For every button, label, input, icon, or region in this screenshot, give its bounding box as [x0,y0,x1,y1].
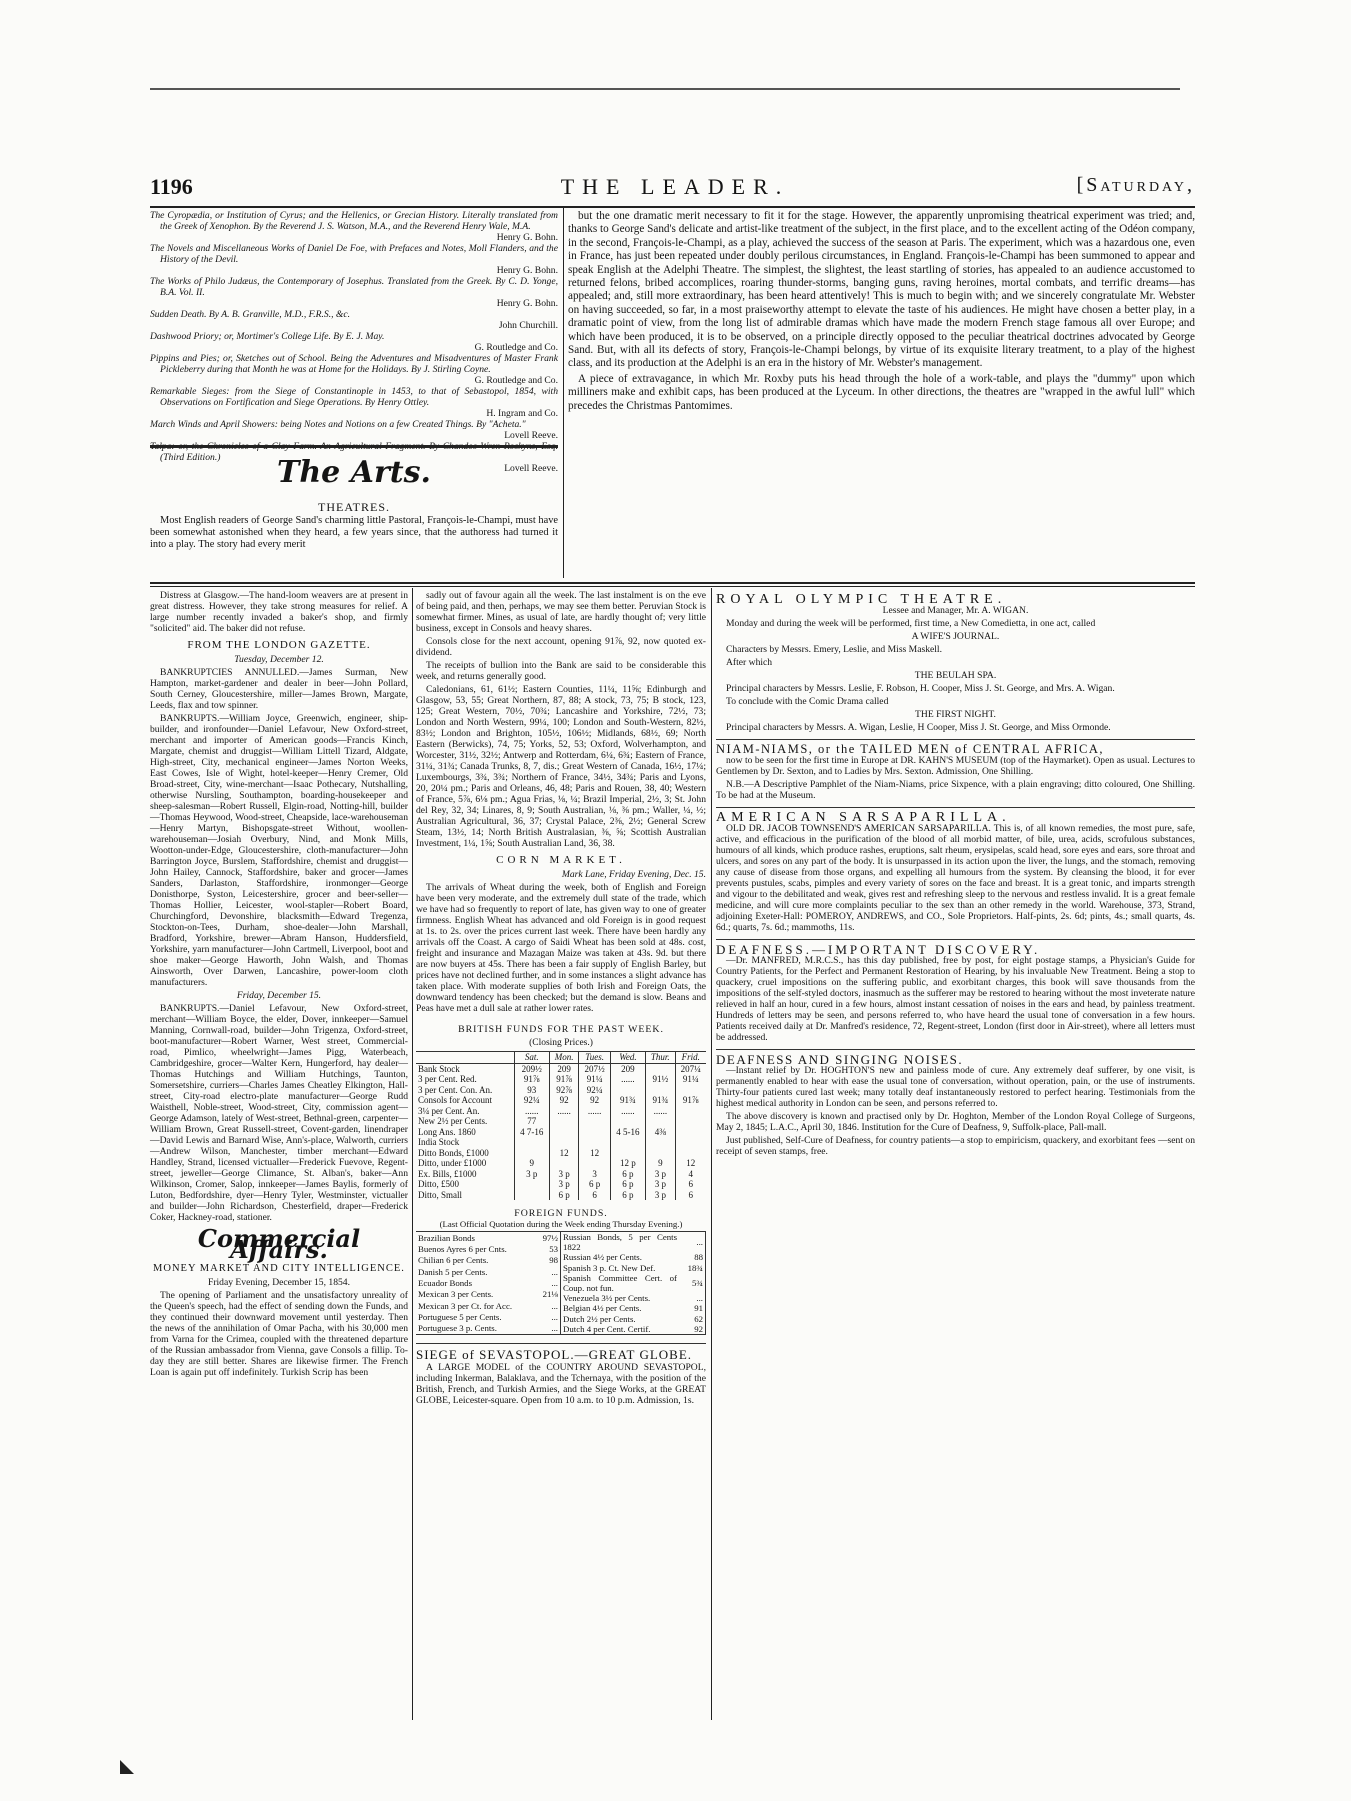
funds-price: 3 p [549,1169,579,1180]
book-title: Dashwood Priory; or, Mortimer's College Life. By E. J. May. [150,331,385,342]
book-publisher: G. Routledge and Co. [474,375,558,386]
foreign-fund-row [416,1277,561,1288]
foreign-fund-price: 53 [534,1243,561,1254]
foreign-fund-row [416,1232,561,1243]
funds-price [579,1137,610,1148]
foreign-fund-row [416,1311,561,1322]
section-rule-1 [150,582,1195,584]
funds-price: 3 p [646,1179,676,1190]
foreign-fund-name: Spanish Committee Cert. of Coup. not fun. [563,1272,677,1294]
funds-column-header: Thur. [646,1052,676,1064]
funds-price: 3 p [646,1169,676,1180]
funds-price [514,1190,549,1201]
book-title: March Winds and April Showers: being Notes and Notions on a few Created Things. By "Acheta." [150,419,526,430]
foreign-fund-price: ... [534,1323,561,1334]
funds-price: 9 [514,1158,549,1169]
foreign-fund-price: ... [534,1277,561,1288]
funds-price: 4 [675,1169,706,1180]
book-entry [150,276,558,309]
funds-price [579,1158,610,1169]
royal-olympic-heading: ROYAL OLYMPIC THEATRE. [716,592,1007,607]
masthead-title: THE LEADER. [560,174,790,199]
book-publisher: H. Ingram and Co. [486,408,558,419]
funds-price [610,1148,645,1159]
funds-row [416,1179,706,1190]
foreign-fund-name: Dutch 4 per Cent. Certif. [563,1323,651,1334]
funds-stock-name: 3 per Cent. Red. [418,1074,477,1084]
funds-price: 12 [675,1158,706,1169]
foreign-fund-row [416,1289,561,1300]
funds-price: 6 p [610,1179,645,1190]
funds-price [610,1085,645,1096]
british-funds-subheading: (Closing Prices.) [529,1038,593,1048]
foreign-funds-table [416,1231,706,1335]
foreign-fund-name: Chilian 6 per Cents. [418,1255,489,1266]
book-entry [150,419,558,441]
funds-price [514,1179,549,1190]
money-market-date: Friday Evening, December 15, 1854. [207,1277,350,1288]
funds-price [549,1127,579,1138]
funds-price [610,1116,645,1127]
funds-price: 6 p [549,1190,579,1201]
foreign-fund-row [561,1303,706,1313]
foreign-fund-price: 88 [679,1252,706,1262]
foreign-fund-price: 92 [679,1324,706,1334]
book-publisher: Henry G. Bohn. [496,265,558,276]
funds-price [646,1085,676,1096]
funds-price: ...... [610,1074,645,1085]
foreign-fund-name: Portuguese 5 per Cents. [418,1311,502,1322]
funds-price: 6 p [610,1169,645,1180]
funds-price: 4 7-16 [514,1127,549,1138]
book-title: The Works of Philo Judæus, the Contemporary of Josephus. Translated from the Greek. By C. D. Yonge, B.A. Vol. II. [150,276,558,298]
money-market-heading: MONEY MARKET AND CITY INTELLIGENCE. [153,1263,405,1274]
funds-row [416,1085,706,1096]
funds-stock-name: Ditto, Small [418,1189,463,1200]
funds-stock-name: New 2½ per Cents. [418,1116,488,1126]
corner-mark [120,1760,134,1774]
funds-column-header: Frid. [675,1052,706,1064]
funds-stock-name: India Stock [418,1137,460,1147]
funds-stock-name: Ex. Bills, £1000 [418,1168,477,1179]
funds-price: 91½ [646,1074,676,1085]
funds-price: 3 p [549,1179,579,1190]
book-entry [150,210,558,243]
funds-price [675,1127,706,1138]
funds-row [416,1190,706,1201]
funds-price [675,1085,706,1096]
foreign-fund-price: 21⅛ [534,1289,561,1300]
foreign-fund-name: Ecuador Bonds [418,1277,472,1288]
funds-price [579,1116,610,1127]
funds-price [549,1116,579,1127]
funds-stock-name: Ditto Bonds, £1000 [418,1147,489,1158]
foreign-fund-price: 62 [679,1314,706,1324]
funds-price [646,1137,676,1148]
book-publisher: G. Routledge and Co. [474,342,558,353]
funds-price: 4 5-16 [610,1127,645,1138]
foreign-fund-row [416,1300,561,1311]
funds-row [416,1063,706,1074]
foreign-fund-row [416,1266,561,1277]
column-3: ROYAL OLYMPIC THEATRE. Lessee and Manager, Mr. A. WIGAN. Monday and during the week will be performed, first time, a New Comedietta, in one act, called A WIFE'S JOURNAL. Characters by Messrs. Emery, Leslie, and Miss Maskell. After which THE BEULAH SPA. Principal characters by Messrs. Leslie, F. Robson, H. Cooper, Miss J. St. George, and Mrs. A. Wigan. To conclude with the Comic Drama called THE FIRST NIGHT. Principal characters by Messrs. A. Wigan, Leslie, H Cooper, Miss J. St. George, and Miss Ormonde. NIAM-NIAMS, or the TAILED MEN of CENTRAL AFRICA, now to be seen for the first time in Europe at DR. KAHN'S MUSEUM (top of the Haymarket). Open as usual. Lectures to Gentlemen by Dr. Sexton, and to Ladies by Mrs. Sexton. Admission, One Shilling. N.B.—A Descriptive Pamphlet of the Niam-Niams, price Sixpence, with a plain engraving; ditto coloured, One Shilling. To be had at the Museum. AMERICAN SARSAPARILLA. OLD DR. JACOB TOWNSEND'S AMERICAN SARSAPARILLA. This is, of all known remedies, the most pure, safe, active, and efficacious in the purification of the blood of all morbid matter, of bile, urea, acids, scrofulous substances, humours of all kinds, which produce rashes, eruptions, salt rheum, erysipelas, scald head, sore eyes and ears, sore throat and ulcers, and sores on any part of the body. It is unsurpassed in its action upon the liver, the lungs, and the stomach, removing any cause of disease from those organs, and expelling all humours from the system. By cleansing the blood, it for ever prevents pustules, scabs, pimples and every variety of sores on the face and breast. It is a great tonic, and imparts strength and vigour to the debilitated and weak, gives rest and refreshing sleep to the nervous and restless invalid. It is a great female medicine, and will cure more complaints peculiar to the sex than an other remedy in the world. Warehouse, 373, Strand, adjoining Exeter-Hall: POMEROY, ANDREWS, and CO., Sole Proprietors. Half-pints, 2s. 6d; pints, 4s.; small quarts, 4s. 6d.; quarts, 7s. 6d.; mammoths, 11s. DEAFNESS.—IMPORTANT DISCOVERY. —Dr. MANFRED, M.R.C.S., has this day published, free by post, for eight postage stamps, a Physician's Guide for Country Patients, for the Perfect and Permanent Restoration of Hearing, by his invaluable New Treatment. Being a stop to quackery, cruel impositions on the suffering public, and exorbitant charges, this book will save thousands from the impositions of the self-styled doctors, inasmuch as the sufferer may be restored to hearing without the most inveterate nature relieved in half an hour, cured in a few hours, almost instant cessation of noises in the ears and head, by painless treatment. Hundreds of letters may be seen, and persons referred to, who have heard the usual tone of conversation in a few hours. Patients received daily at Dr. Manfred's residence, 72, Regent-street, London (first door in Air-street), where all letters must be addressed. DEAFNESS AND SINGING NOISES. —Instant relief by Dr. HOGHTON'S new and painless mode of cure. Any extremely deaf sufferer, by one visit, is permanently enabled to hear with ease the usual tone of conversation, without operation, pain, or the use of instruments. Thirty-four patients cured last week; many totally deaf instantaneously restored to perfect hearing. Testimonials from the highest medical authority in London can be seen, and persons referred to. The above discovery is known and practised only by Dr. Hoghton, Member of the London Royal College of Surgeons, May 2, 1845; L.A.C., April 30, 1846. Institution for the Cure of Deafness, 9, Suffolk-place, Pall-mall. Just published, Self-Cure of Deafness, for country patients—a stop to empiricism, quackery, and exorbitant fees —sent on receipt of seven stamps, free. [716,592,1195,1157]
funds-row [416,1127,706,1138]
funds-price [646,1148,676,1159]
book-publisher: Henry G. Bohn. [496,232,558,243]
funds-price: 92¼ [579,1085,610,1096]
foreign-fund-name: Dutch 2½ per Cents. [563,1313,636,1324]
foreign-fund-price: ... [534,1266,561,1277]
foreign-fund-row [561,1314,706,1324]
column-divider-2 [711,588,712,1720]
funds-price [675,1148,706,1159]
funds-price: 12 [549,1148,579,1159]
arts-left-text: Most English readers of George Sand's charming little Pastoral, François-le-Champi, must have been somewhat astonished when they heard, a few years since, that the authoress had turned it into a play. The story had every merit [150,515,558,551]
sarsaparilla-heading: AMERICAN SARSAPARILLA. [716,810,1011,825]
book-title: Remarkable Sieges: from the Siege of Constantinople in 1453, to that of Sebastopol, 1854, with Observations on Fortification and Siege Operations. By Henry Ottley. [150,386,558,408]
funds-price: ...... [579,1106,610,1117]
funds-row [416,1169,706,1180]
book-entry [150,353,558,386]
funds-price [675,1106,706,1117]
foreign-fund-price: ... [534,1300,561,1311]
book-title: Sudden Death. By A. B. Granville, M.D., F.R.S., &c. [150,309,351,320]
funds-price: 207¼ [675,1063,706,1074]
funds-price: 91¼ [579,1074,610,1085]
funds-price: 77 [514,1116,549,1127]
funds-price [610,1137,645,1148]
book-entry [150,243,558,276]
foreign-fund-row [561,1273,706,1293]
funds-price: 3 p [646,1190,676,1201]
funds-price: 6 [675,1190,706,1201]
corn-market-date: Mark Lane, Friday Evening, Dec. 15. [561,869,706,880]
foreign-fund-price: ... [534,1311,561,1322]
foreign-fund-name: Russian 4½ per Cents. [563,1252,642,1263]
funds-price: 91¼ [675,1074,706,1085]
book-entry [150,331,558,353]
funds-row [416,1148,706,1159]
funds-stock-name: 3¼ per Cent. An. [418,1105,480,1116]
foreign-fund-price: ... [679,1293,706,1303]
foreign-fund-row [561,1293,706,1303]
foreign-fund-name: Brazilian Bonds [418,1232,475,1243]
book-publisher: Lovell Reeve. [504,463,558,474]
funds-price: 209 [549,1063,579,1074]
funds-price [579,1127,610,1138]
funds-stock-name: Long Ans. 1860 [418,1126,476,1137]
page-header [150,174,1195,204]
foreign-fund-name: Spanish 3 p. Ct. New Def. [563,1262,656,1273]
page-number: 1196 [150,174,193,199]
funds-price: ...... [549,1106,579,1117]
foreign-fund-price: ... [679,1232,706,1252]
deafness-noises-heading: DEAFNESS AND SINGING NOISES. [716,1052,964,1067]
funds-row [416,1074,706,1085]
funds-column-header: Wed. [610,1052,645,1064]
funds-price: 6 p [579,1179,610,1190]
foreign-fund-price: 97½ [534,1232,561,1243]
gazette-date-1: Tuesday, December 12. [234,654,324,665]
column-1: Distress at Glasgow.—The hand-loom weavers are at present in great distress. However, they take strong measures for relief. A large number recently invaded a baker's shop, and firmly "solicited" aid. The baker did not refuse. FROM THE LONDON GAZETTE. Tuesday, December 12. BANKRUPTCIES ANNULLED.—James Surman, New Hampton, market-gardener and dealer in beer—John Pollard, South Cerney, Gloucestershire, miller—James Brown, Margate, Leeds, flax and tow spinner. BANKRUPTS.—William Joyce, Greenwich, engineer, ship-builder, and ironfounder—Daniel Lefavour, New Oxford-street, merchant and importer of American goods—Francis Kinch, Margate, chemist and druggist—William Littell Tizard, Aldgate, High-street, City, mechanical engineer—James Norton Weeks, East Cowes, Isle of Wight, hotel-keeper—Henry Cremer, Old Broad-street, City, wine-merchant—Isaac Pothecary, Nutshalling, otherwise Nursling, Southampton, boarding-housekeeper and sheep-salesman—Robert Russell, Elgin-road, Notting-hill, builder—Thomas Heywood, Wood-street, Cheapside, lace-warehouseman—Henry Martyn, Bishopsgate-street Without, woollen-warehouseman—Josiah Overbury, Nind, and Monk Mills, Wootton-under-Edge, Gloucestershire, cloth-manufacturer—John Barrington Joyce, Burslem, Staffordshire, chemist and druggist—John Hailey, Cannock, Staffordshire, baker and grocer—James Sanders, Darlaston, Staffordshire, ironmonger—George Donisthorpe, Syston, Leicestershire, grocer and beer-seller—Thomas Hollier, Leicester, wool-stapler—Robert Board, Churchingford, Devonshire, blacksmith—Edward Tregenza, Stockton-on-Tees, Durham, shoe-dealer—John Marshall, Bradford, Yorkshire, brewer—Abram Hanson, Huddersfield, Yorkshire, yarn manufacturer—John Cartmell, Liverpool, boot and shoe maker—George Haworth, John Walsh, and Thomas Ainsworth, Over Darwen, Lancashire, power-loom cloth manufacturers. Friday, December 15. BANKRUPTS.—Daniel Lefavour, New Oxford-street, merchant—William Boyce, the elder, Dover, innkeeper—Samuel Manning, Cornwall-road, builder—John Trigenza, Oxford-street, boot-manufacturer—Robert Warner, West street, Commercial-road, Pimlico, wheelwright—James Pigg, Waterbeach, Cambridgeshire, grocer—Walter Kern, Hungerford, hay dealer—Thomas Hutchings and William Hutchings, Taunton, Somersetshire, curriers—Charles James Cheatley Elkington, Hall-street, City-road electro-plate manufacturer—George Rudd Waisthell, Noble-street, Wood-street, City, commission agent—George Adamson, lately of West-street, Bethnal-green, carpenter—William Brown, Great Russell-street, Covent-garden, linendraper—David Lewis and Barnard Wise, Ann's-place, Walworth, curriers—Andrew Wilson, Manchester, timber merchant—Edward Handley, Strand, licensed victualler—Frederick Fuevove, Regent-street, jeweller—George Climance, St. Alban's, baker—Ann Wilkinson, Cromer, Salop, innkeeper—James Baylis, formerly of Luton, Bedfordshire, dyer—Henry Tyler, Westminster, victualler and builder—John Richardson, Chesterfield, draper—Frederick Coker, Hackney-road, stationer. Commercial Affairs. MONEY MARKET AND CITY INTELLIGENCE. Friday Evening, December 15, 1854. The opening of Parliament and the unsatisfactory unreality of the Queen's speech, had the effect of sending down the Funds, and they continued their downward movement until yesterday. Then the news of the annihilation of Omar Pacha, with his 30,000 men from Varna for the Crimea, coupled with the threatened departure of the Russian ambassador from Vienna, gave Consols a fillip. To-day they are still better. Shares are likewise firmer. The French Loan is again put off indefinitely. Turkish Scrip has been [150,590,408,1378]
book-list-rule [150,445,558,448]
funds-price: 9 [646,1158,676,1169]
gazette-heading: FROM THE LONDON GAZETTE. [187,639,371,651]
funds-price: ...... [514,1106,549,1117]
funds-price: 3 p [514,1169,549,1180]
funds-stock-name: Ditto, £500 [418,1179,460,1189]
funds-price: ...... [646,1106,676,1117]
siege-heading: SIEGE of SEVASTOPOL.—GREAT GLOBE. [416,1347,693,1363]
funds-price [549,1137,579,1148]
foreign-funds-subheading: (Last Official Quotation during the Week ending Thursday Evening.) [439,1219,683,1229]
funds-price: ...... [610,1106,645,1117]
column-2: sadly out of favour again all the week. The last instalment is on the eve of being paid, and then, perhaps, we may see them better. Peruvian Stock is somewhat firmer. Mines, as usual of late, are hardly thought of; very little business, except in Consols and heavy shares. Consols close for the next account, opening 91⅞, 92, now quoted ex-dividend. The receipts of bullion into the Bank are said to be considerable this week, and returns generally good. Caledonians, 61, 61½; Eastern Counties, 11¼, 11⅝; Edinburgh and Glasgow, 53, 55; Great Northern, 87, 88; A stock, 73, 75; B stock, 123, 125; Great Western, 70½, 70¾; Lancashire and Yorkshire, 72½, 73; London and North Western, 99¼, 100; London and South-Western, 82½, 83½; London and Brighton, 105½, 106½; Midlands, 68½, 69; North Eastern (Berwicks), 74, 75; Yorks, 52, 53; Oxford, Wolverhampton, and Worcester, 31½, 32½; Antwerp and Rotterdam, 6¼, 6¾; Eastern of France, 31¼, 31¾; Canada Trunks, 8, 7, dis.; Great Western of Canada, 16½, 17¼; Luxembourgs, 3¾, 3¾; Northern of France, 34½, 34¾; Paris and Lyons, 20, 20¼ pm.; Paris and Orleans, 46, 48; Paris and Rouen, 38, 40; Western of France, 5⅞, 6⅛ pm.; Agua Frias, ⅛, ¼; Brazil Imperial, 2½, 3; St. John del Rey, 32, 34; Linares, 8, 9; South Australian, ⅛, ⅜ pm.; Waller, ¼, ½; Australian Agricultural, 36, 37; Crystal Palace, 2⅜, 2½; General Screw Steam, 13½, 14; North British Australasian, ⅜, ⅝; Scottish Australian Investment, 1¼, 1⅝; South Australian Land, 36, 38. CORN MARKET. Mark Lane, Friday Evening, Dec. 15. The arrivals of Wheat during the week, both of English and Foreign have been very moderate, and the extremely dull state of the trade, which we have had so frequently to report of late, has given way to one of greater firmness. English Wheat has advanced and old Foreign is in good request at 1s. to 2s. over the prices current last week. There have been hardly any arrivals off the Coast. A cargo of Saidi Wheat has been sold at 48s. cost, freight and insurance and Mazagan Maize was taken at 43s. 9d. but there are now buyers at 45s. There has been a fair supply of English Barley, but prices have not declined further, and in some instances a slight advance has taken place. With moderate supplies of both Irish and Foreign Oats, the downward tendency has been checked; but the demand is slow. Beans and Peas have met a dull sale at rather lower rates. BRITISH FUNDS FOR THE PAST WEEK. (Closing Prices.) Sat. Mon. Tues. Wed. Thur. Frid. Bank Stock 209½ 209 207½ 209 207¼ 3 per Cent. Red. 91⅞ 91⅞ 91¼ ...... 91½ 91¼ 3 per Cent. Con. An. 93 92⅞ 92¼ Consols for Account 92¼ 92 92 91¾ 91¾ 91⅞ 3¼ per Cent. An. ...... ...... ...... ...... ...... New 2½ per Cents. 77 Long Ans. 1860 4 7-16 4 5-16 4⅜ India Stock Ditto Bonds, £1000 12 12 Ditto, under £1000 9 12 p 9 12 Ex. Bills, £1000 3 p 3 p 3 6 p 3 p 4 Ditto, £500 3 p 6 p 6 p 3 p 6 Ditto, Small 6 p 6 6 p 3 p 6 FOREIGN FUNDS. (Last Official Quotation during the Week ending Thursday Evening.) Brazilian Bonds 97½ Buenos Ayres 6 per Cnts. 53 Chilian 6 per Cents. 98 Danish 5 per Cents. ... Ecuador Bonds ... Mexican 3 per Cents. 21⅛ Mexican 3 per Ct. for Acc. ... Portuguese 5 per Cents. ... Portuguese 3 p. Cents. ... Russian Bonds, 5 per Cents 1822 ... Russian 4½ per Cents. 88 Spanish 3 p. Ct. New Def. 18¾ Spanish Committee Cert. of Coup. not fun. 5¾ Venezuela 3½ per Cents. ... Belgian 4½ per Cents. 91 Dutch 2½ per Cents. 62 Dutch 4 per Cent. Certif. 92 SIEGE of SEVASTOPOL.—GREAT GLOBE. A LARGE MODEL of the COUNTRY AROUND SEVASTOPOL, including Inkerman, Balaklava, and the Tchernaya, with the position of the British, French, and Turkish Armies, and the Siege Works, at the GREAT GLOBE, Leicester-square. Open from 10 a.m. to 10 p.m. Admission, 1s. [416,590,706,1407]
funds-price [514,1137,549,1148]
funds-price: 91⅞ [675,1095,706,1106]
foreign-fund-name: Buenos Ayres 6 per Cnts. [418,1243,507,1254]
british-funds-heading: BRITISH FUNDS FOR THE PAST WEEK. [458,1024,664,1035]
funds-price: 92 [579,1095,610,1106]
book-title: The Cyropædia, or Institution of Cyrus; and the Hellenics, or Grecian History. Literally translated from the Greek of Xenophon. By the Reverend J. S. Watson, M.A., and the Reverend Henry Wale, M.A. [150,210,558,232]
british-funds-table [416,1051,706,1200]
funds-price [514,1148,549,1159]
arts-right-text: but the one dramatic merit necessary to fit it for the stage. However, the apparently unpromising theatrical experiment was tried; and, thanks to George Sand's delicate and artist-like treatment of the subject, in the first place, and to the excellent acting of the Odéon company, in the second, François-le-Champi, as a play, achieved the success of the season at Paris. The experiment, which was a hazardous one, even in France, has just been repeated under doubly perilous circumstances, in England. François-le-Champi has been summoned to appear and speak English at the Adelphi Theatre. The simplest, the slightest, the least startling of stories, has appealed to an audience accustomed to returned felons, bribed accomplices, roaring thunder-storms, banging guns, raving heroines, mortal combats, and terrific dreams—has appealed; and, still more extraordinary, has been heard attentively! This is much to begin with; and we sincerely congratulate Mr. Webster on having succeeded, so far, in a most praiseworthy attempt to elevate the taste of his audiences. He might have chosen a better play, in a dramatic point of view, from the long list of admirable dramas which have made the modern French stage famous all over Europe; and which have been produced, it is to be observed, on a principle directly opposed to the peculiar theatrical doctrines advocated by George Sand. But, with all its defects of story, François-le-Champi belongs, by virtue of its exquisite literary treatment, to a play of the highest class, and its production at the Adelphi is an era in the history of Mr. Webster's management. A piece of extravagance, in which Mr. Roxby puts his head through the hole of a work-table, and plays the "dummy" upon which milliners make and exhibit caps, has been produced at the Lyceum. In other directions, the theatres are "wrapped in the awful lull" which precedes the Christmas Pantomimes. [568,210,1195,412]
funds-price: 207½ [579,1063,610,1074]
foreign-fund-price: 18¾ [679,1263,706,1273]
funds-price: 92⅞ [549,1085,579,1096]
foreign-fund-name: Danish 5 per Cents. [418,1266,488,1277]
funds-column-header: Sat. [514,1052,549,1064]
foreign-fund-name: Venezuela 3½ per Cents. [563,1293,651,1304]
funds-row [416,1095,706,1106]
funds-price: 91¾ [610,1095,645,1106]
arts-heading: The Arts. [277,455,431,490]
foreign-fund-name: Portuguese 3 p. Cents. [418,1323,497,1334]
foreign-fund-name: Mexican 3 per Cents. [418,1289,494,1300]
foreign-fund-row [561,1252,706,1262]
funds-price: 4⅜ [646,1127,676,1138]
foreign-fund-row [561,1232,706,1252]
book-publisher: Henry G. Bohn. [496,298,558,309]
book-title: The Novels and Miscellaneous Works of Daniel De Foe, with Prefaces and Notes, Moll Flanders, and the History of the Devil. [150,243,558,265]
foreign-funds-heading: FOREIGN FUNDS. [514,1208,608,1219]
funds-price: 6 [675,1179,706,1190]
funds-price: 209½ [514,1063,549,1074]
funds-price [675,1116,706,1127]
funds-price [549,1158,579,1169]
funds-price: 6 [579,1190,610,1201]
funds-price: 91⅞ [514,1074,549,1085]
funds-price: 92¼ [514,1095,549,1106]
column-divider-1 [412,588,413,1720]
corn-market-heading: CORN MARKET. [496,854,626,866]
foreign-fund-name: Russian Bonds, 5 per Cents 1822 [563,1232,677,1253]
funds-row [416,1137,706,1148]
funds-column-header: Mon. [549,1052,579,1064]
funds-stock-name: Consols for Account [418,1095,492,1105]
funds-stock-name: 3 per Cent. Con. An. [418,1084,493,1095]
funds-price: 209 [610,1063,645,1074]
theatres-heading: THEATRES. [318,500,390,514]
funds-price [646,1063,676,1074]
header-rule [150,206,1195,208]
funds-stock-name: Ditto, under £1000 [418,1158,487,1168]
commercial-heading: Commercial Affairs. [197,1224,361,1264]
funds-price: 6 p [610,1190,645,1201]
funds-price: 93 [514,1085,549,1096]
foreign-fund-row [416,1255,561,1266]
deafness-discovery-heading: DEAFNESS.—IMPORTANT DISCOVERY. [716,942,1041,957]
book-title: Pippins and Pies; or, Sketches out of School. Being the Adventures and Misadventures of Master Frank Pickleberry during that Month he was at Home for the Holidays. By J. Stirling Coyne. [150,353,558,375]
book-title: (Third Edition.) [160,452,221,463]
funds-price: 91⅞ [549,1074,579,1085]
book-entry [150,309,558,331]
top-rule [150,88,1180,90]
book-publisher: John Churchill. [498,320,558,331]
foreign-fund-row [561,1263,706,1273]
top-column-divider [563,208,564,578]
foreign-fund-row [416,1323,561,1334]
foreign-fund-price: 91 [679,1303,706,1313]
funds-row [416,1158,706,1169]
funds-row [416,1106,706,1117]
foreign-fund-name: Mexican 3 per Ct. for Acc. [418,1300,513,1311]
funds-column-header [416,1052,514,1064]
funds-price: 12 p [610,1158,645,1169]
niam-niams-heading: NIAM-NIAMS, or the TAILED MEN of CENTRAL AFRICA, [716,742,1104,756]
foreign-fund-row [561,1324,706,1334]
foreign-fund-row [416,1243,561,1254]
foreign-fund-price: 98 [534,1255,561,1266]
funds-price: 91¾ [646,1095,676,1106]
header-day: [Saturday, [1076,174,1195,196]
book-entry [150,386,558,419]
funds-column-header: Tues. [579,1052,610,1064]
funds-price [646,1116,676,1127]
foreign-fund-price: 5¾ [679,1273,706,1293]
funds-price [675,1137,706,1148]
funds-row [416,1116,706,1127]
gazette-date-2: Friday, December 15. [236,990,322,1001]
funds-stock-name: Bank Stock [418,1063,460,1074]
funds-price: 92 [549,1095,579,1106]
foreign-fund-name: Belgian 4½ per Cents. [563,1303,642,1314]
book-publisher: Lovell Reeve. [504,430,558,441]
funds-price: 3 [579,1169,610,1180]
section-rule-2 [150,586,1195,587]
funds-price: 12 [579,1148,610,1159]
